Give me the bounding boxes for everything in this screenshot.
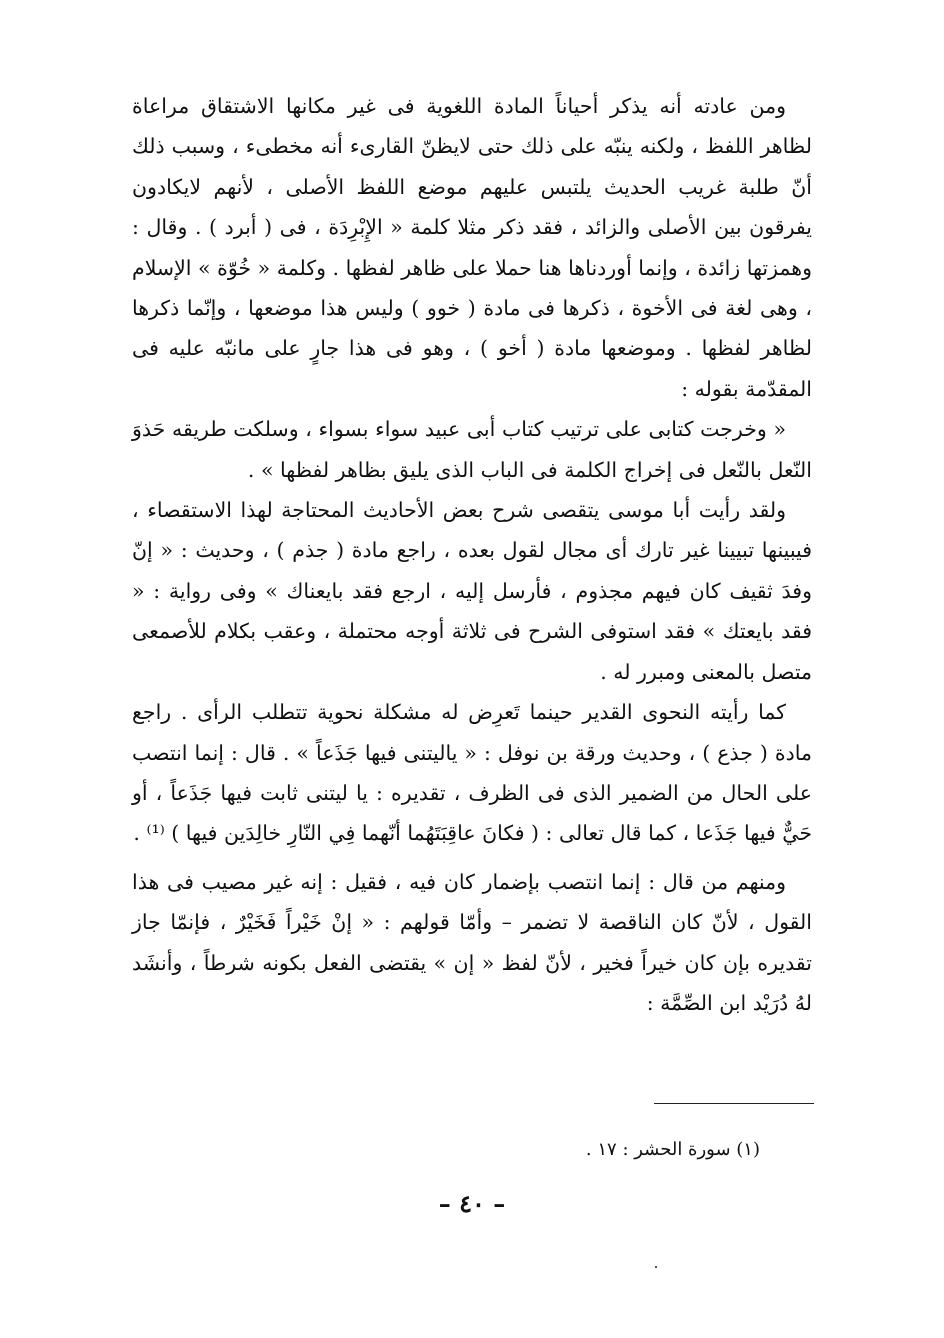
footnote: (١) سورة الحشر : ١٧ .	[585, 1139, 760, 1160]
footnote-divider	[654, 1103, 814, 1104]
scan-speck	[655, 1266, 657, 1268]
paragraph-5: ومنهم من قال : إنما انتصب بإضمار كان فيه ، فقيل : إنه غير مصيب فى هذا القول ، لأنّ كان الناقصة لا تضمر – وأمّا قولهم : « إنْ خَيْراً فَخَيْرٌ ، فإنمّا جاز تقديره بإن كان خيراً فخير ، لأنّ لفظ « إن » يقتضى الفعل بكونه شرطاً ، وأنشَد لهُ دُرَيْد ابن الصِّمَّة :	[132, 869, 812, 1015]
paragraph-2-quote: « وخرجت كتابى على ترتيب كتاب أبى عبيد سواء بسواء ، وسلكت طريقه حَذوَ النّعل بالنّعل فى إخراج الكلمة فى الباب الذى يليق بظاهر لفظها » .	[132, 417, 812, 482]
paragraph-4: كما رأيته النحوى القدير حينما تَعرِض له مشكلة نحوية تتطلب الرأى . راجع مادة ( جذع ) ، وحديث ورقة بن نوفل : « ياليتنى فيها جَذَعاً » . قال : إنما انتصب على الحال من الضمير الذى فى الظرف ، تقديره : يا ليتنى ثابت فيها جَذَعاً ، أو حَيٌّ فيها جَذَعا ، كما قال تعالى : ( فكانَ عاقِبَتَهُما أنّهما فِي النّارِ خالِدَين فيها ) ⁽¹⁾ .	[132, 700, 812, 846]
body-text	[132, 86, 812, 1023]
paragraph-3: ولقد رأيت أبا موسى يتقصى شرح بعض الأحاديث المحتاجة لهذا الاستقصاء ، فيبينها تبيينا غير تارك أى مجال لقول بعده ، راجع مادة ( جذم ) ، وحديث : « إنّ وفدَ ثقيف كان فيهم مجذوم ، فأرسل إليه ، ارجع فقد بايعناك » وفى رواية : « فقد بايعتك » فقد استوفى الشرح فى ثلاثة أوجه محتملة ، وعقب بكلام للأصمعى متصل بالمعنى ومبرر له .	[132, 498, 812, 684]
paragraph-1: ومن عادته أنه يذكر أحياناً المادة اللغوية فى غير مكانها الاشتقاق مراعاة لظاهر اللفظ ، ولكنه ينبّه على ذلك حتى لايظنّ القارىء أنه مخطىء ، وسبب ذلك أنّ طلبة غريب الحديث يلتبس عليهم موضع اللفظ الأصلى ، لأنهم لايكادون يفرقون بين الأصلى والزائد ، فقد ذكر مثلا كلمة « الإِبْرِدَة ، فى ( أبرد ) . وقال : وهمزتها زائدة ، وإنما أوردناها هنا حملا على ظاهر لفظها . وكلمة « خُوّة » الإسلام ، وهى لغة فى الأخوة ، ذكرها فى مادة ( خوو ) وليس هذا موضعها ، وإنّما ذكرها لظاهر لفظها . وموضعها مادة ( أخو ) ، وهو فى هذا جارٍ على مانبّه عليه فى المقدّمة بقوله :	[132, 94, 812, 401]
page-number: – ٤٠ –	[438, 1189, 506, 1218]
